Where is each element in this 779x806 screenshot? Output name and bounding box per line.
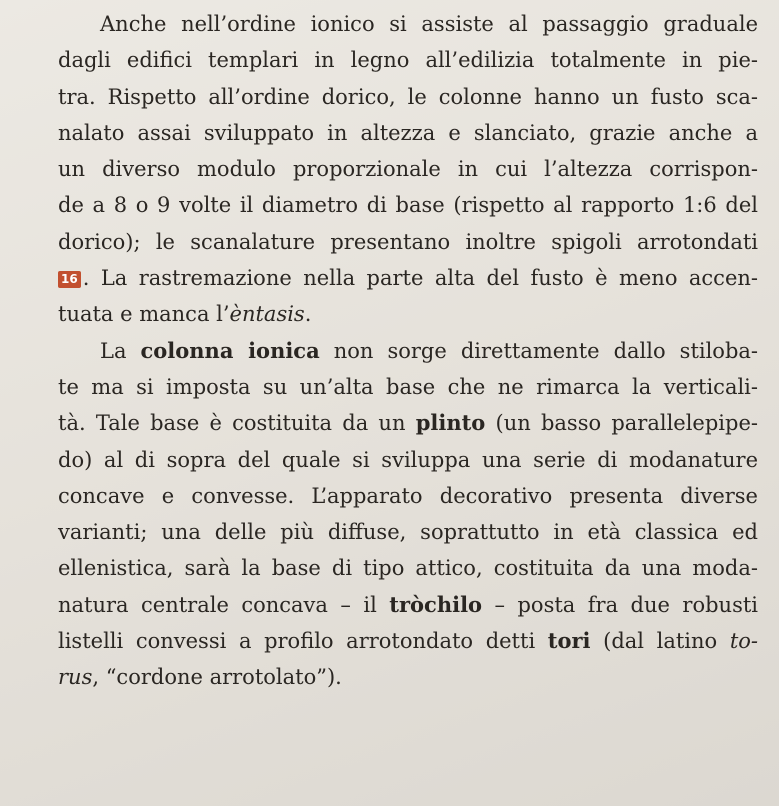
text-segment: tà. Tale base è costituita da un [58, 411, 416, 436]
italic-term: rus [58, 665, 93, 690]
text-line: concave e convesse. L’apparato decorativo presenta diverse [58, 483, 758, 508]
text-segment: listelli convessi a profilo arrotondato detti [58, 629, 548, 654]
italic-term: èntasis [229, 302, 305, 327]
body-text [58, 6, 758, 696]
text-line [58, 296, 758, 332]
text-segment: – posta fra due robusti [482, 592, 758, 617]
text-line: ellenistica, sarà la base di tipo attico, costituita da una moda- [58, 556, 758, 581]
text-line [58, 333, 758, 369]
text-segment: (un basso parallelepipe- [485, 411, 758, 436]
text-segment: . La rastremazione nella parte alta del fusto è meno accen- [82, 266, 758, 291]
figure-reference-badge: 16 [58, 271, 81, 288]
text-line: dagli edifici templari in legno all’edilizia totalmente in pie- [58, 48, 758, 73]
text-line: te ma si imposta su un’alta base che ne rimarca la verticali- [58, 374, 758, 399]
text-line [58, 623, 758, 659]
text-line: un diverso modulo proporzionale in cui l’altezza corrispon- [58, 157, 758, 182]
text-line: nalato assai sviluppato in altezza e slanciato, grazie anche a [58, 120, 758, 145]
text-segment: La [100, 338, 141, 363]
bold-term: tròchilo [389, 591, 483, 617]
text-line: do) al di sopra del quale si sviluppa una serie di modanature [58, 447, 758, 472]
text-line: dorico); le scanalature presentano inoltre spigoli arrotondati [58, 229, 758, 254]
bold-term: colonna ionica [140, 337, 320, 363]
text-segment: . [304, 302, 312, 327]
text-line [58, 260, 758, 296]
text-line [58, 659, 758, 695]
text-segment: , “cordone arrotolato”). [92, 665, 342, 690]
text-line [58, 405, 758, 441]
italic-term: to- [729, 629, 758, 654]
text-line: de a 8 o 9 volte il diametro di base (rispetto al rapporto 1:6 del [58, 193, 758, 218]
text-line: Anche nell’ordine ionico si assiste al passaggio graduale [100, 12, 758, 36]
text-segment: (dal latino [590, 629, 730, 654]
text-line: tra. Rispetto all’ordine dorico, le colonne hanno un fusto sca- [58, 84, 758, 109]
text-segment: natura centrale concava – il [58, 592, 390, 617]
text-segment: non sorge direttamente dallo stiloba- [319, 338, 759, 363]
text-segment: tuata e manca l’ [58, 302, 230, 327]
bold-term: tori [547, 628, 591, 654]
text-line: varianti; una delle più diffuse, soprattutto in età classica ed [58, 520, 758, 545]
bold-term: plinto [415, 410, 486, 436]
text-line [58, 587, 758, 623]
